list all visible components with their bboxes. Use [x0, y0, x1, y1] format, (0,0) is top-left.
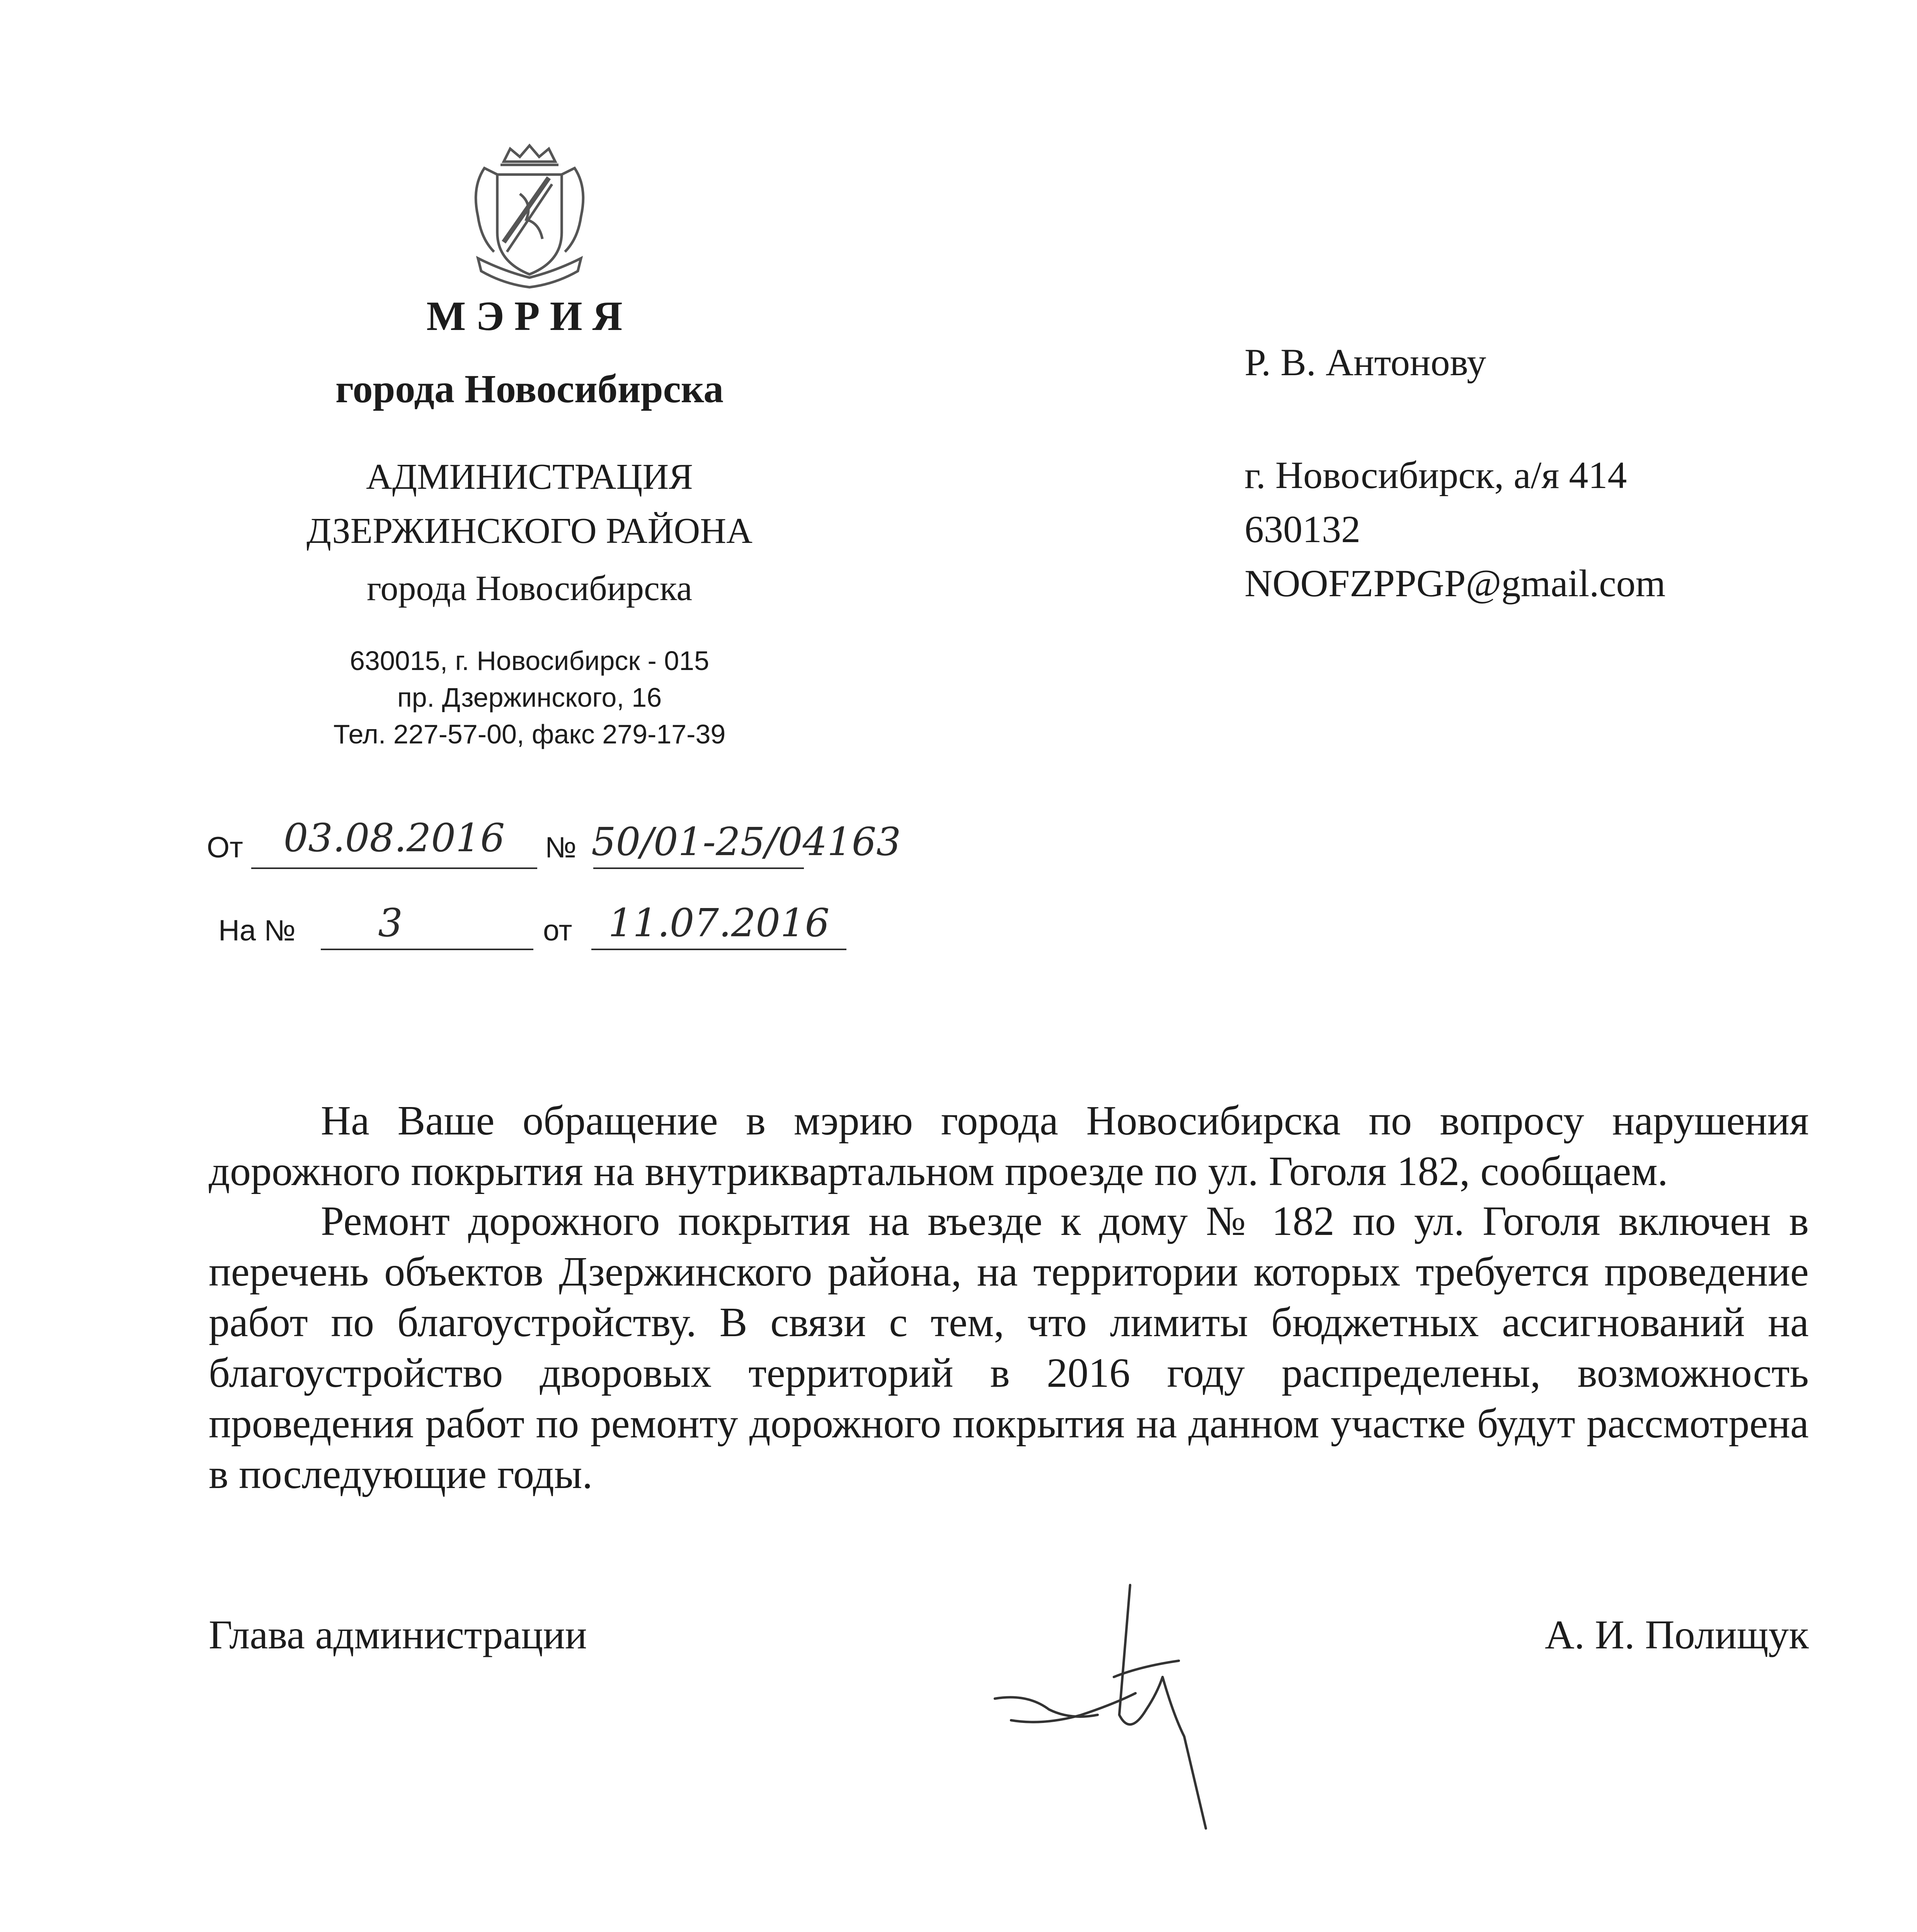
org-title: МЭРИЯ	[426, 293, 633, 339]
body-paragraph-1-text: На Ваше обращение в мэрию города Новосибирска по вопросу нарушения дорожного покрытия на внутриквартальном проезде по ул. Гоголя 182, сообщаем.	[209, 1098, 1809, 1194]
coat-of-arms-icon	[448, 139, 611, 294]
from-date-line	[251, 867, 537, 869]
handwritten-signature-icon	[982, 1569, 1268, 1839]
addressee-name: Р. В. Антонову	[1245, 341, 1486, 384]
number-label: №	[545, 831, 577, 864]
from-label: От	[207, 831, 243, 864]
reply-date-line	[591, 949, 846, 950]
org-address-line-1: 630015, г. Новосибирск - 015	[349, 646, 710, 676]
reply-number-label: На №	[218, 914, 296, 947]
from-date: 03.08.2016	[283, 815, 505, 861]
department-line-2: ДЗЕРЖИНСКОГО РАЙОНА	[306, 511, 752, 551]
body-paragraph-1	[209, 1095, 1809, 1197]
addressee-postal-code: 630132	[1245, 508, 1360, 551]
signatory-name: А. И. Полищук	[1545, 1612, 1809, 1657]
org-address-line-3: Тел. 227-57-00, факс 279-17-39	[333, 719, 726, 749]
reply-number: 3	[378, 900, 403, 946]
reply-number-line	[321, 949, 533, 950]
outgoing-number: 50/01-25/04163	[591, 819, 901, 864]
org-address-line-2: пр. Дзержинского, 16	[397, 682, 662, 713]
addressee-email: NOOFZPPGP@gmail.com	[1245, 562, 1666, 605]
reply-date: 11.07.2016	[608, 900, 830, 946]
reply-date-label: от	[543, 914, 572, 947]
body-paragraph-2-text: Ремонт дорожного покрытия на въезде к дому № 182 по ул. Гоголя включен в перечень объектов Дзержинского района, на территории которых требуется проведение работ по благоустройству. В связи с тем, что лимиты бюджетных ассигнований на благоустройство дворовых территорий в 2016 году распределены, возможность проведения работ по ремонту дорожного покрытия на данном участке будут рассмотрена в последующие годы.	[209, 1198, 1809, 1497]
body-paragraph-2	[209, 1196, 1809, 1500]
department-line-3: города Новосибирска	[366, 568, 693, 608]
addressee-address	[1245, 448, 1665, 611]
org-city: города Новосибирска	[335, 367, 724, 411]
signatory-title: Глава администрации	[209, 1612, 587, 1657]
addressee-address-line-1: г. Новосибирск, а/я 414	[1245, 454, 1627, 497]
outgoing-number-line	[593, 867, 804, 869]
department-line-1: АДМИНИСТРАЦИЯ	[366, 457, 693, 497]
